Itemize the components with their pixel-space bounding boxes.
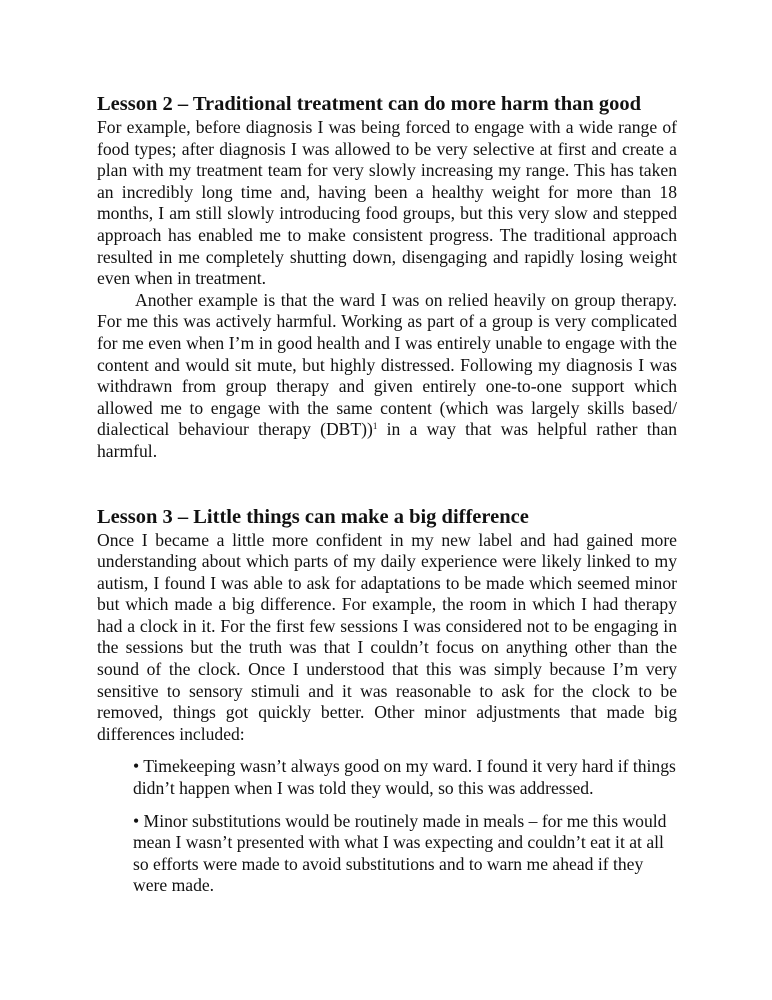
lesson-2-paragraph-1: For example, before diagnosis I was being forced to engage with a wide range of food types; after diagnosis I was allowed to be very selective at first and create a plan with my treatment team for very slowly increasing my range. This has taken an incredibly long time and, having been a healthy weight for more than 18 months, I am still slowly introducing food groups, but this very slow and stepped approach has enabled me to make consistent progress. The traditional approach resulted in me completely shutting down, disengaging and rapidly losing weight even when in treatment. (97, 117, 677, 289)
lesson-2-paragraph-2-text: Another example is that the ward I was on relied heavily on group therapy. For me this was actively harmful. Working as part of a group is very complicated for me even when I’m in good health and I was entirely unable to engage with the content and would sit mute, but highly distressed. Following my diagnosis I was withdrawn from group therapy and given entirely one-to-one support which allowed me to engage with the same content (which was largely skills based/ dialectical behaviour therapy (DBT)) (97, 289, 677, 440)
document-page (97, 91, 677, 908)
list-item: • Minor substitutions would be routinely made in meals – for me this would mean I wasn’t presented with what I was expecting and couldn’t eat it at all so efforts were made to avoid substitutions and to warn me ahead if they were made. (133, 810, 667, 896)
lesson-3-section (97, 504, 677, 898)
list-item: • Timekeeping wasn’t always good on my ward. I found it very hard if things didn’t happen when I was told they would, so this was addressed. (133, 756, 676, 799)
lesson-2-paragraph-2 (97, 290, 677, 463)
section-spacer (97, 463, 677, 504)
lesson-2-heading: Lesson 2 – Traditional treatment can do more harm than good (97, 93, 642, 115)
lesson-3-heading: Lesson 3 – Little things can make a big difference (97, 505, 529, 528)
footnote-marker[interactable]: 1 (372, 421, 378, 432)
lesson-3-paragraph-1: Once I became a little more confident in my new label and had gained more understanding about which parts of my daily experience were likely linked to my autism, I found I was able to ask for adaptations to be made which seemed minor but which made a big difference. For example, the room in which I had therapy had a clock in it. For the first few sessions I was considered not to be engaging in the sessions but the truth was that I couldn’t focus on anything other than the sound of the clock. Once I understood that this was simply because I’m very sensitive to sensory stimuli and it was reasonable to ask for the clock to be removed, things got quickly better. Other minor adjustments that made big differences included: (97, 529, 677, 744)
lesson-2-paragraph-2-tail: in a way that was helpful rather than harmful. (97, 419, 677, 461)
adjustments-list (133, 756, 677, 897)
lesson-2-section (97, 91, 677, 463)
